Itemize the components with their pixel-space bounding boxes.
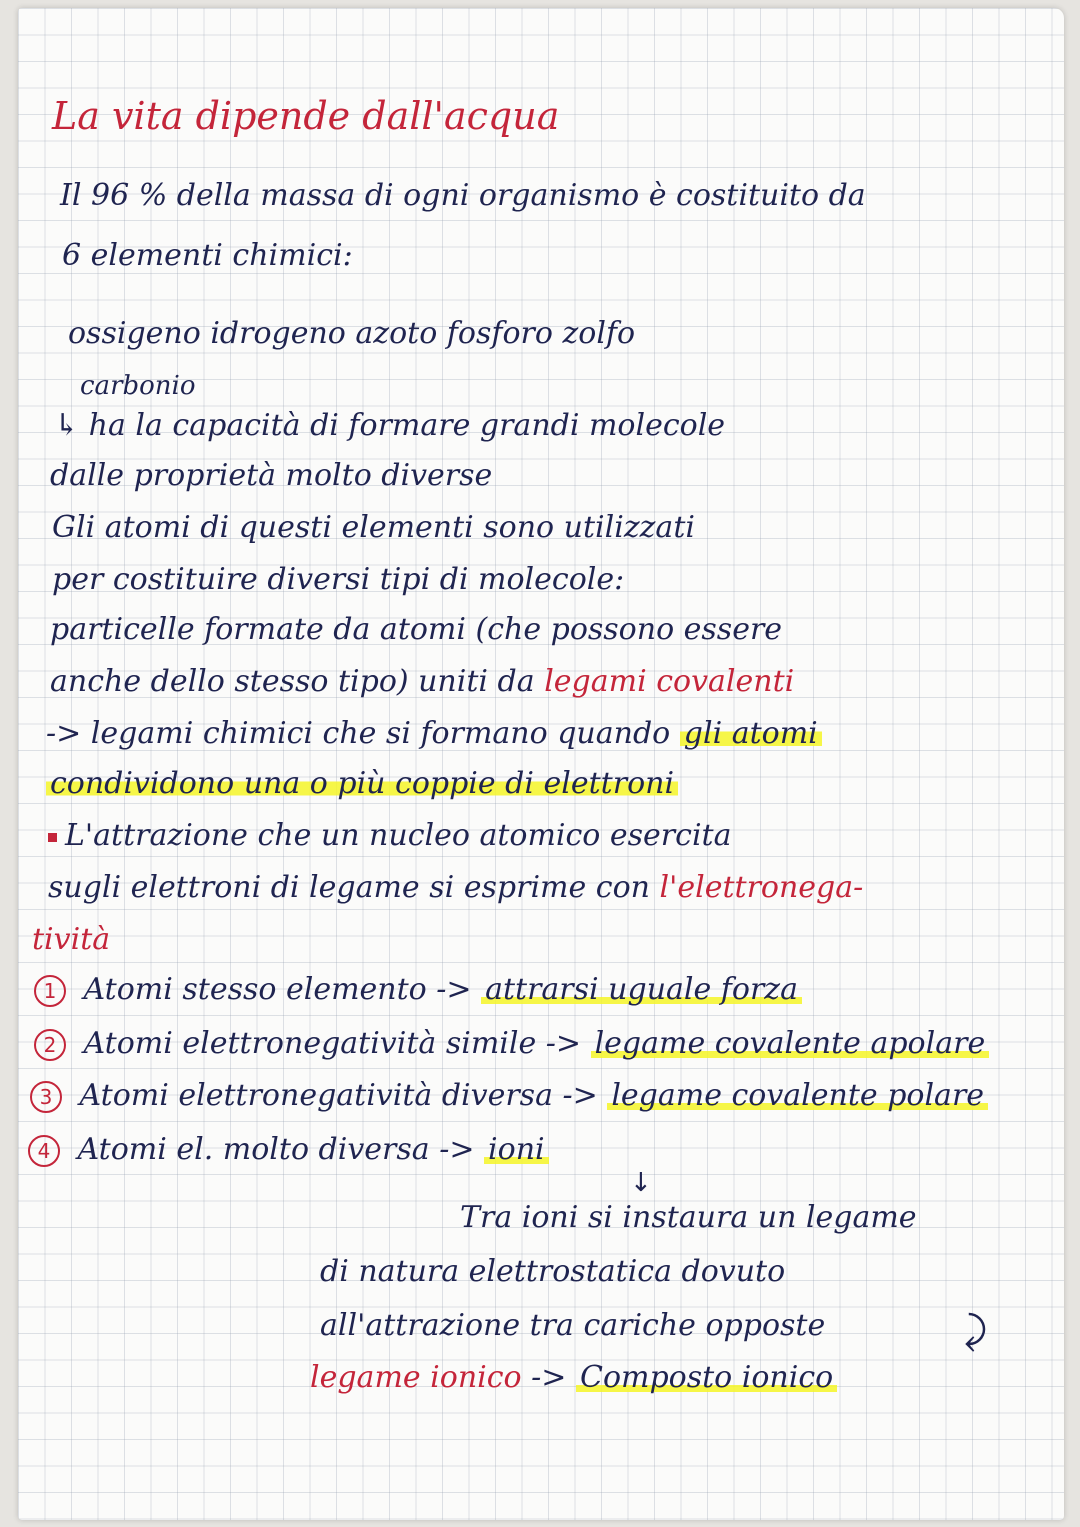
highlighted-text: gli atomi — [680, 716, 822, 751]
list-item — [28, 1130, 549, 1170]
note-line: tività — [32, 922, 111, 957]
underlined-text: attrarsi uguale forza — [481, 972, 802, 1007]
note-line — [310, 1358, 837, 1398]
note-line — [48, 816, 731, 856]
list-item — [34, 970, 802, 1010]
note-text: Atomi elettronegatività diversa -> — [79, 1078, 598, 1113]
circled-number: 3 — [30, 1081, 62, 1113]
note-line: carbonio — [80, 371, 196, 401]
circled-number: 4 — [28, 1135, 60, 1167]
keyword-ionic-bond: legame ionico — [310, 1360, 522, 1395]
underlined-text: legame covalente polare — [607, 1078, 988, 1113]
note-line: all'attrazione tra cariche opposte — [320, 1308, 826, 1343]
note-line: ossigeno idrogeno azoto fosforo zolfo — [68, 316, 636, 351]
arrow-down-icon: ↓ — [630, 1168, 652, 1198]
note-line: particelle formate da atomi (che possono essere — [50, 612, 783, 647]
underlined-text: legame covalente apolare — [591, 1026, 990, 1061]
bullet-icon — [48, 833, 57, 842]
circled-number: 1 — [34, 975, 66, 1007]
underlined-text: Composto ionico — [576, 1360, 837, 1395]
note-line — [46, 714, 822, 754]
note-text: anche dello stesso tipo) uniti da — [50, 664, 535, 699]
note-text: Atomi el. molto diversa -> — [77, 1132, 475, 1167]
note-text: sugli elettroni di legame si esprime con — [48, 870, 650, 905]
note-line — [50, 662, 794, 702]
note-line — [46, 764, 678, 804]
note-line — [48, 868, 863, 908]
note-line: per costituire diversi tipi di molecole: — [52, 562, 625, 597]
note-text: L'attrazione che un nucleo atomico esercita — [65, 818, 732, 853]
note-line: Il 96 % della massa di ogni organismo è costituito da — [60, 178, 866, 213]
circled-number: 2 — [34, 1029, 66, 1061]
keyword-electronegativity: l'elettronega- — [659, 870, 864, 905]
note-line: di natura elettrostatica dovuto — [320, 1254, 786, 1289]
note-text: -> legami chimici che si formano quando — [46, 716, 671, 751]
list-item — [34, 1024, 989, 1064]
underlined-text: ioni — [484, 1132, 549, 1167]
notebook-page — [18, 8, 1064, 1520]
curved-arrow-icon: ⤸ — [964, 1308, 987, 1352]
note-line: Tra ioni si instaura un legame — [460, 1200, 917, 1235]
list-item — [30, 1076, 988, 1116]
keyword-covalent-bonds: legami covalenti — [544, 664, 795, 699]
page-title: La vita dipende dall'acqua — [52, 94, 560, 138]
note-text: Atomi elettronegatività simile -> — [83, 1026, 582, 1061]
note-line: ↳ ha la capacità di formare grandi molecole — [54, 408, 726, 443]
note-line: dalle proprietà molto diverse — [50, 458, 493, 493]
note-line: Gli atomi di questi elementi sono utilizzati — [52, 510, 695, 545]
arrow-text: -> — [531, 1360, 567, 1395]
highlighted-text: condividono una o più coppie di elettroni — [46, 766, 678, 801]
note-text: Atomi stesso elemento -> — [83, 972, 472, 1007]
note-line: 6 elementi chimici: — [62, 238, 353, 273]
